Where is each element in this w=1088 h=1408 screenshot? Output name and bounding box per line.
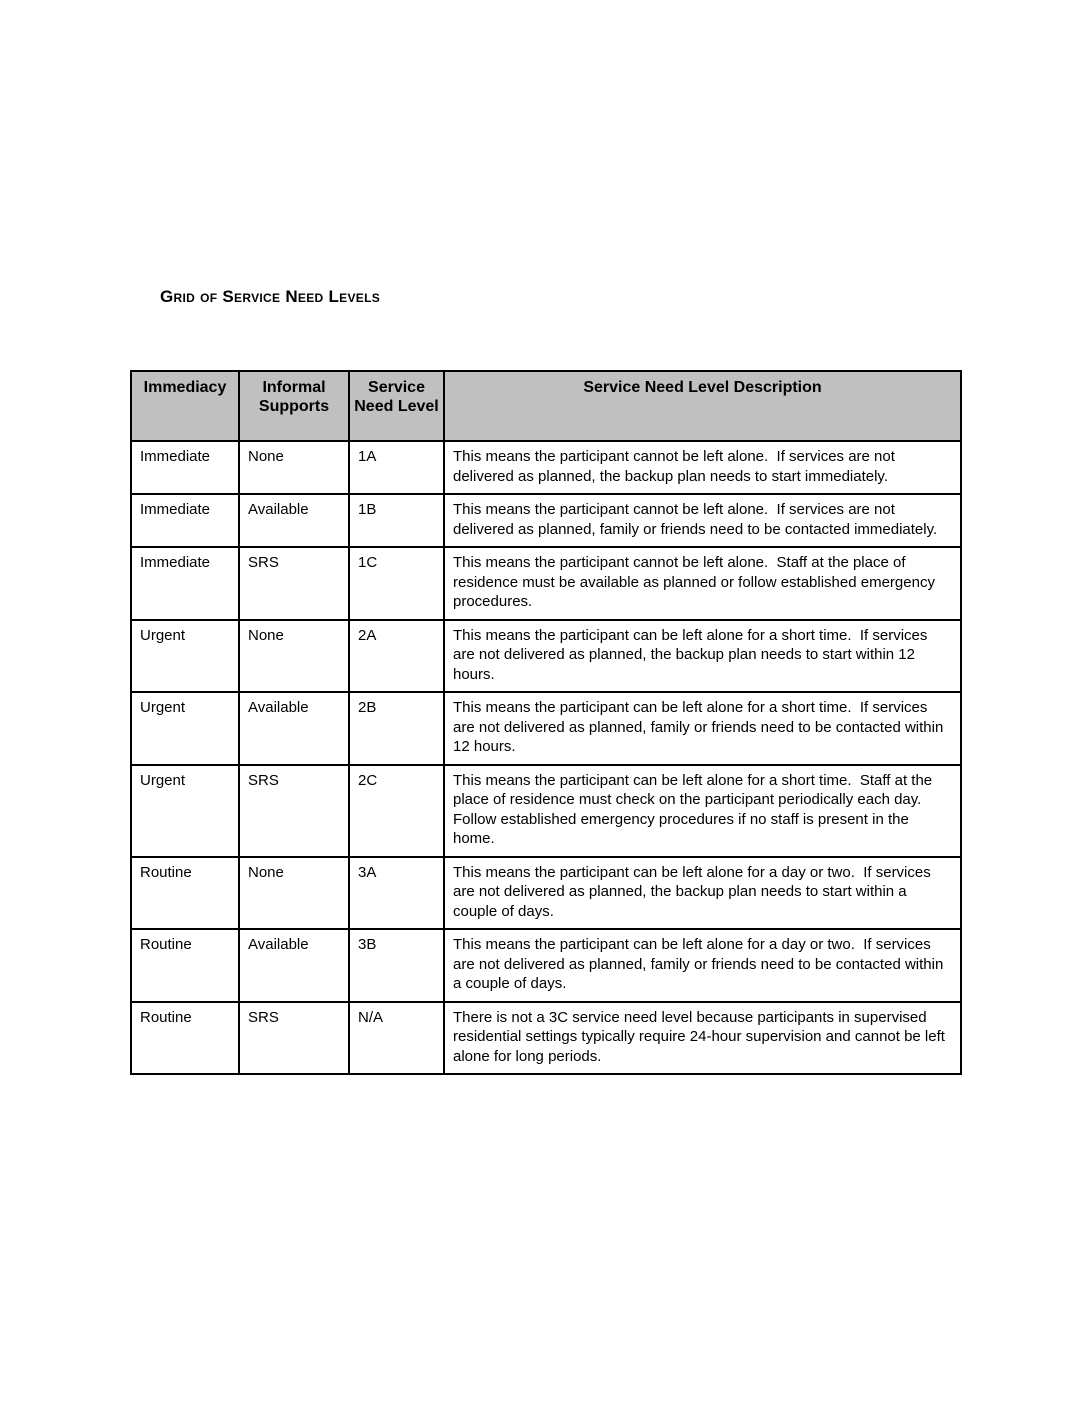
- service-need-levels-table: [130, 370, 962, 1075]
- cell-service-need-level: 2C: [349, 765, 444, 857]
- cell-service-need-level-description: There is not a 3C service need level because participants in supervised residential settings typically require 24-hour supervision and cannot be left alone for long periods.: [444, 1002, 961, 1075]
- cell-informal-supports: SRS: [239, 765, 349, 857]
- cell-service-need-level: 1B: [349, 494, 444, 547]
- cell-service-need-level: 1C: [349, 547, 444, 620]
- cell-informal-supports: None: [239, 620, 349, 693]
- cell-informal-supports: None: [239, 857, 349, 930]
- cell-immediacy: Immediate: [131, 547, 239, 620]
- cell-service-need-level: 3B: [349, 929, 444, 1002]
- column-header-service-need-level-description: Service Need Level Description: [444, 371, 961, 441]
- table-row: [131, 494, 961, 547]
- cell-service-need-level-description: This means the participant cannot be left alone. Staff at the place of residence must be available as planned or follow established emergency procedures.: [444, 547, 961, 620]
- cell-immediacy: Routine: [131, 1002, 239, 1075]
- table-row: [131, 857, 961, 930]
- table-body: [131, 441, 961, 1074]
- table-row: [131, 1002, 961, 1075]
- cell-informal-supports: SRS: [239, 547, 349, 620]
- table-row: [131, 765, 961, 857]
- cell-service-need-level: 2A: [349, 620, 444, 693]
- document-title: Grid of Service Need Levels: [160, 287, 381, 306]
- cell-service-need-level: 3A: [349, 857, 444, 930]
- cell-immediacy: Routine: [131, 929, 239, 1002]
- table-row: [131, 692, 961, 765]
- table-row: [131, 620, 961, 693]
- cell-immediacy: Urgent: [131, 692, 239, 765]
- table-row: [131, 547, 961, 620]
- cell-service-need-level: 1A: [349, 441, 444, 494]
- cell-informal-supports: None: [239, 441, 349, 494]
- cell-immediacy: Urgent: [131, 765, 239, 857]
- column-header-informal-supports: Informal Supports: [239, 371, 349, 441]
- cell-service-need-level: 2B: [349, 692, 444, 765]
- cell-informal-supports: Available: [239, 494, 349, 547]
- cell-immediacy: Immediate: [131, 494, 239, 547]
- cell-service-need-level-description: This means the participant can be left alone for a short time. If services are not delivered as planned, the backup plan needs to start within 12 hours.: [444, 620, 961, 693]
- cell-service-need-level-description: This means the participant can be left alone for a day or two. If services are not delivered as planned, the backup plan needs to start within a couple of days.: [444, 857, 961, 930]
- cell-service-need-level-description: This means the participant cannot be left alone. If services are not delivered as planned, the backup plan needs to start immediately.: [444, 441, 961, 494]
- table-header-row: [131, 371, 961, 441]
- cell-informal-supports: Available: [239, 929, 349, 1002]
- cell-informal-supports: Available: [239, 692, 349, 765]
- cell-immediacy: Immediate: [131, 441, 239, 494]
- table-row: [131, 929, 961, 1002]
- cell-service-need-level-description: This means the participant can be left alone for a short time. Staff at the place of residence must check on the participant periodically each day. Follow established emergency procedures if no staff is present in the home.: [444, 765, 961, 857]
- cell-informal-supports: SRS: [239, 1002, 349, 1075]
- cell-service-need-level-description: This means the participant cannot be left alone. If services are not delivered as planned, family or friends need to be contacted immediately.: [444, 494, 961, 547]
- cell-immediacy: Routine: [131, 857, 239, 930]
- cell-service-need-level-description: This means the participant can be left alone for a short time. If services are not delivered as planned, family or friends need to be contacted within 12 hours.: [444, 692, 961, 765]
- cell-immediacy: Urgent: [131, 620, 239, 693]
- cell-service-need-level-description: This means the participant can be left alone for a day or two. If services are not delivered as planned, family or friends need to be contacted within a couple of days.: [444, 929, 961, 1002]
- cell-service-need-level: N/A: [349, 1002, 444, 1075]
- table-row: [131, 441, 961, 494]
- column-header-service-need-level: Service Need Level: [349, 371, 444, 441]
- column-header-immediacy: Immediacy: [131, 371, 239, 441]
